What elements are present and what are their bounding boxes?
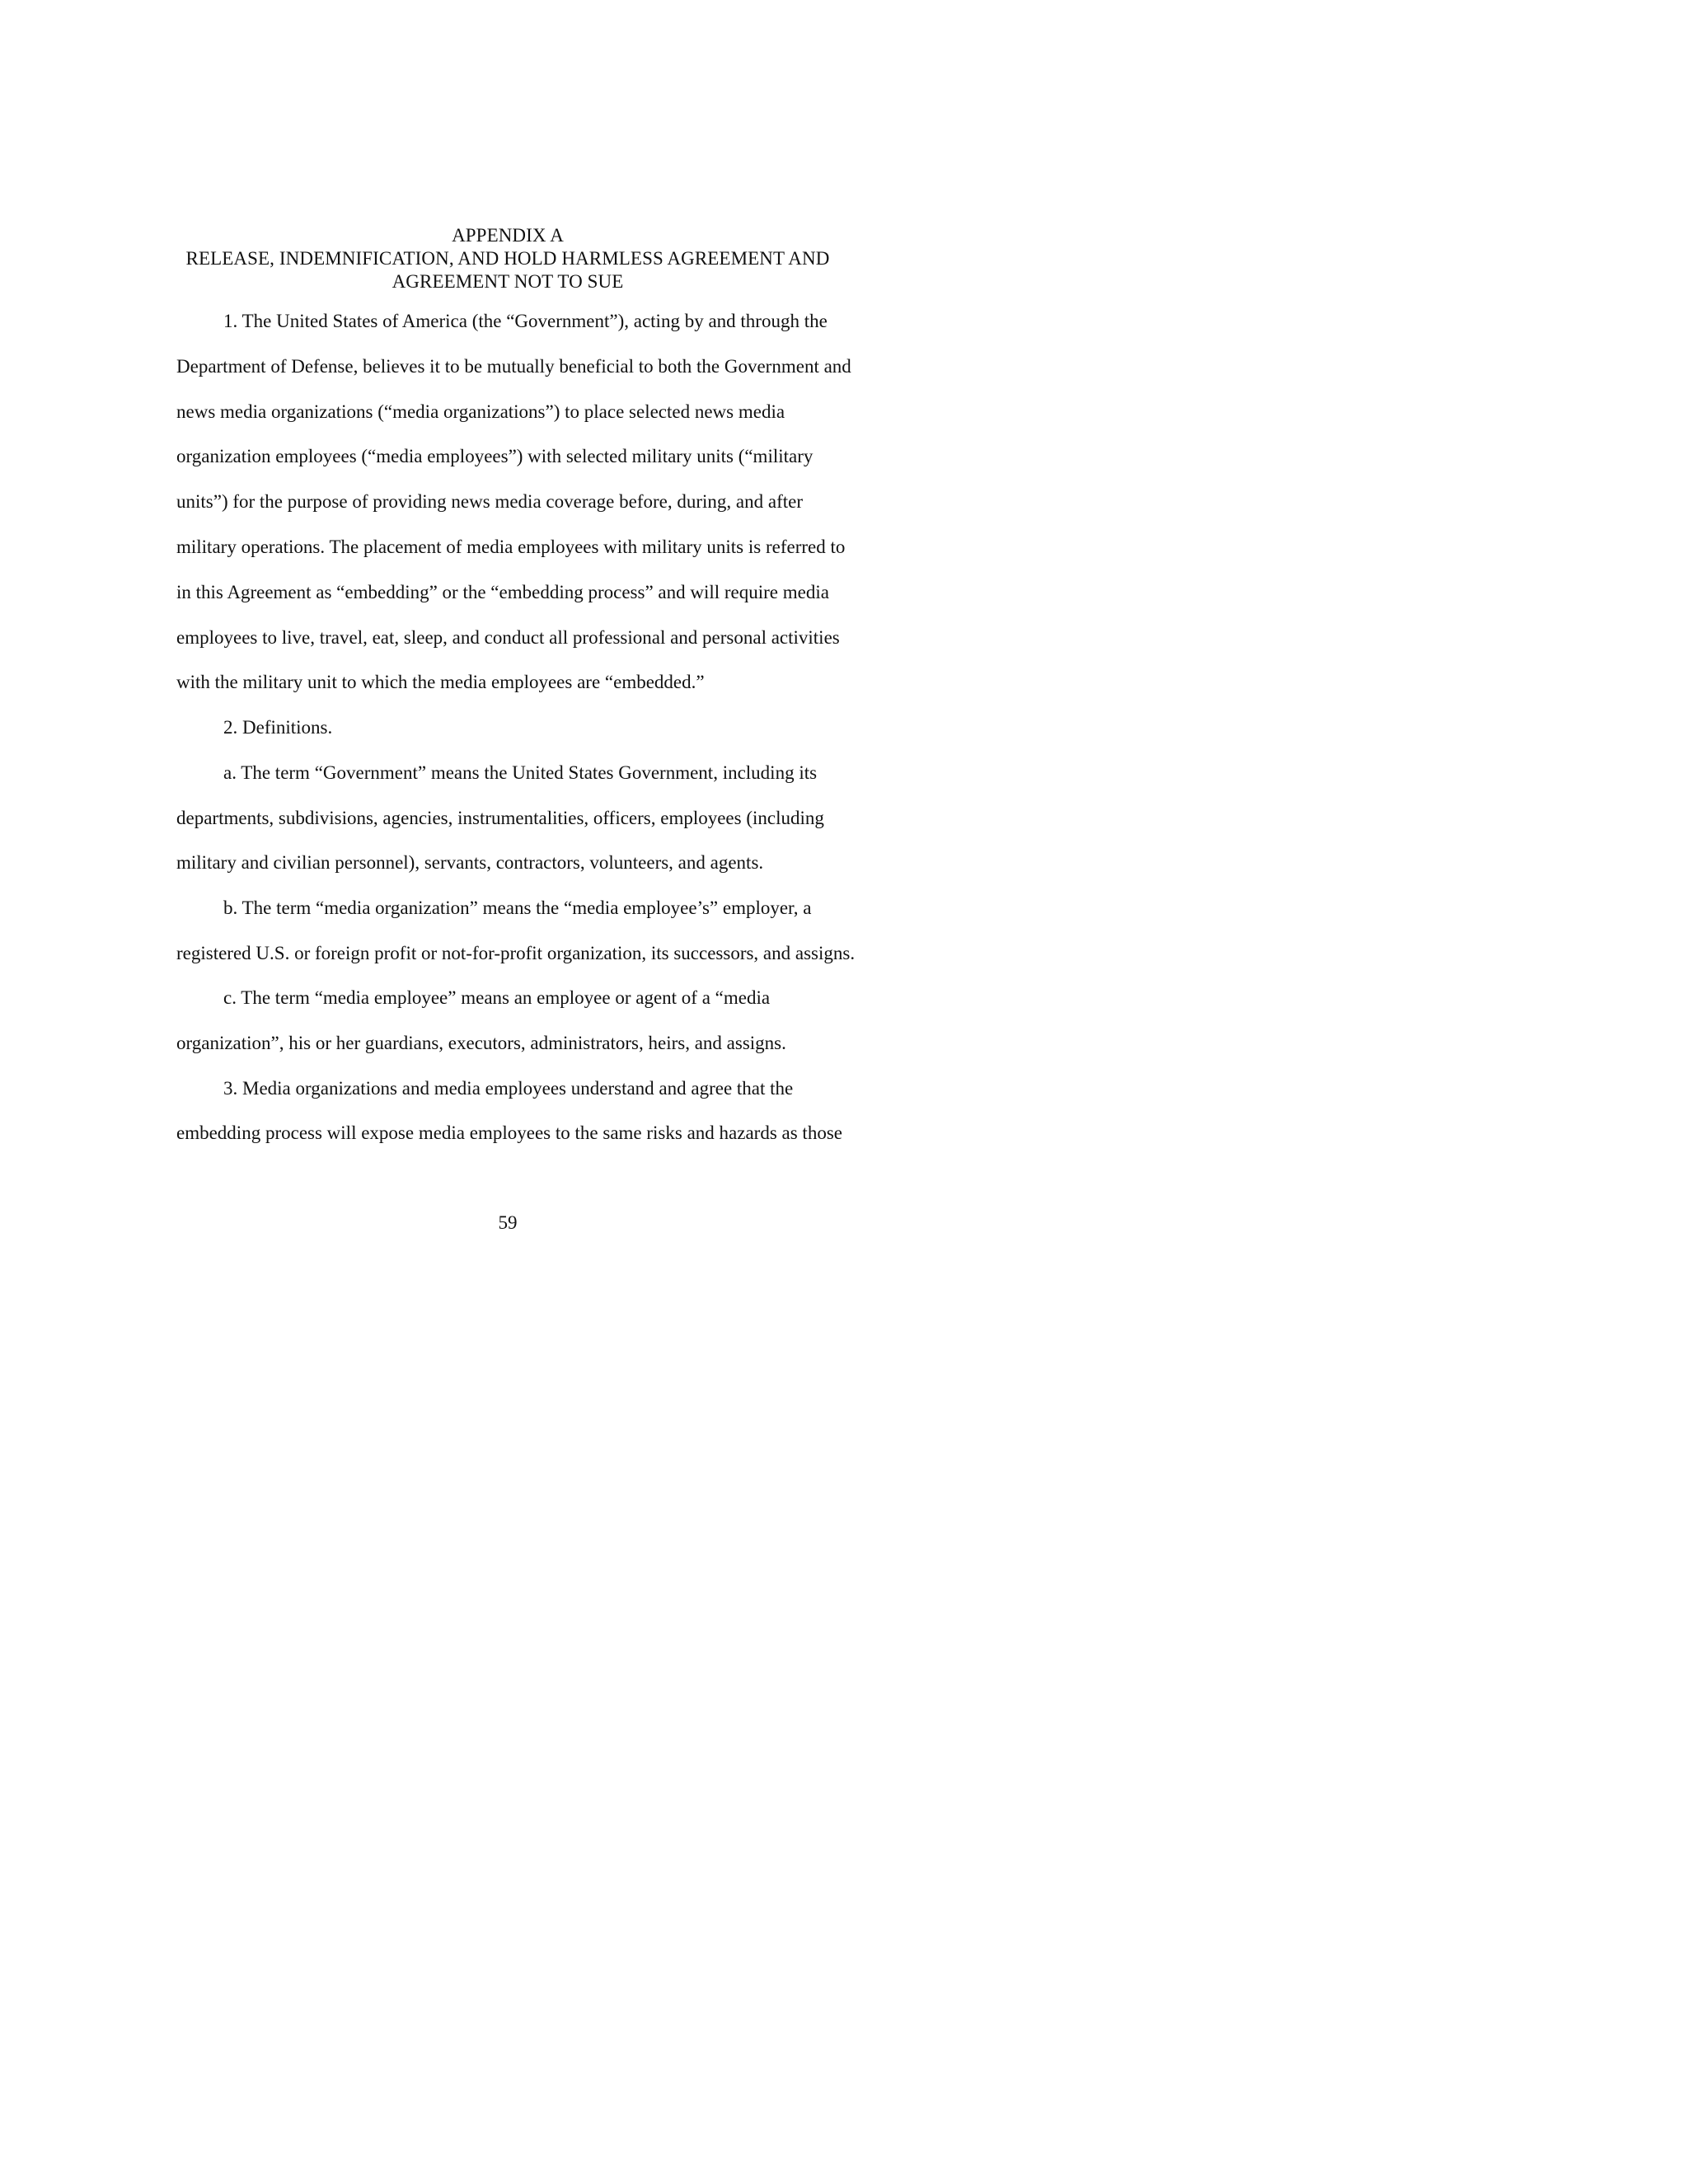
paragraph-1-line: military operations. The placement of media employees with military units is referred to [176,537,846,557]
definition-a-line: departments, subdivisions, agencies, instrumentalities, officers, employees (including [176,808,824,828]
paragraph-1-line: news media organizations (“media organizations”) to place selected news media [176,401,785,422]
appendix-title: APPENDIX A [452,225,564,246]
paragraph-1-line: employees to live, travel, eat, sleep, and conduct all professional and personal activities [176,627,840,648]
appendix-heading [0,224,1015,293]
page-number: 59 [498,1212,518,1233]
definition-a-line: a. The term “Government” means the United States Government, including its [223,762,818,783]
paragraph-1-line: with the military unit to which the media employees are “embedded.” [176,672,705,692]
definition-c-line: c. The term “media employee” means an employee or agent of a “media [223,987,771,1008]
paragraph-3-line: 3. Media organizations and media employees understand and agree that the [223,1078,794,1099]
document-page [0,0,1015,1314]
definition-b-line: registered U.S. or foreign profit or not-for-profit organization, its successors, and assigns. [176,943,856,963]
definition-c-line: organization”, his or her guardians, executors, administrators, heirs, and assigns. [176,1033,786,1053]
paragraph-3-line: embedding process will expose media employees to the same risks and hazards as those [176,1122,842,1143]
definition-b-line: b. The term “media organization” means the “media employee’s” employer, a [223,898,812,918]
agreement-title-line-2: AGREEMENT NOT TO SUE [392,271,624,292]
paragraph-1-line: 1. The United States of America (the “Government”), acting by and through the [223,311,828,331]
section-2-heading: 2. Definitions. [223,717,333,738]
paragraph-1-line: organization employees (“media employees”) with selected military units (“military [176,446,814,466]
paragraph-1-line: in this Agreement as “embedding” or the “embedding process” and will require media [176,582,829,602]
paragraph-1-line: units”) for the purpose of providing news media coverage before, during, and after [176,491,804,512]
agreement-title-line-1: RELEASE, INDEMNIFICATION, AND HOLD HARMLESS AGREEMENT AND [185,248,830,269]
definition-a-line: military and civilian personnel), servants, contractors, volunteers, and agents. [176,852,764,873]
paragraph-1-line: Department of Defense, believes it to be mutually beneficial to both the Government and [176,356,851,377]
